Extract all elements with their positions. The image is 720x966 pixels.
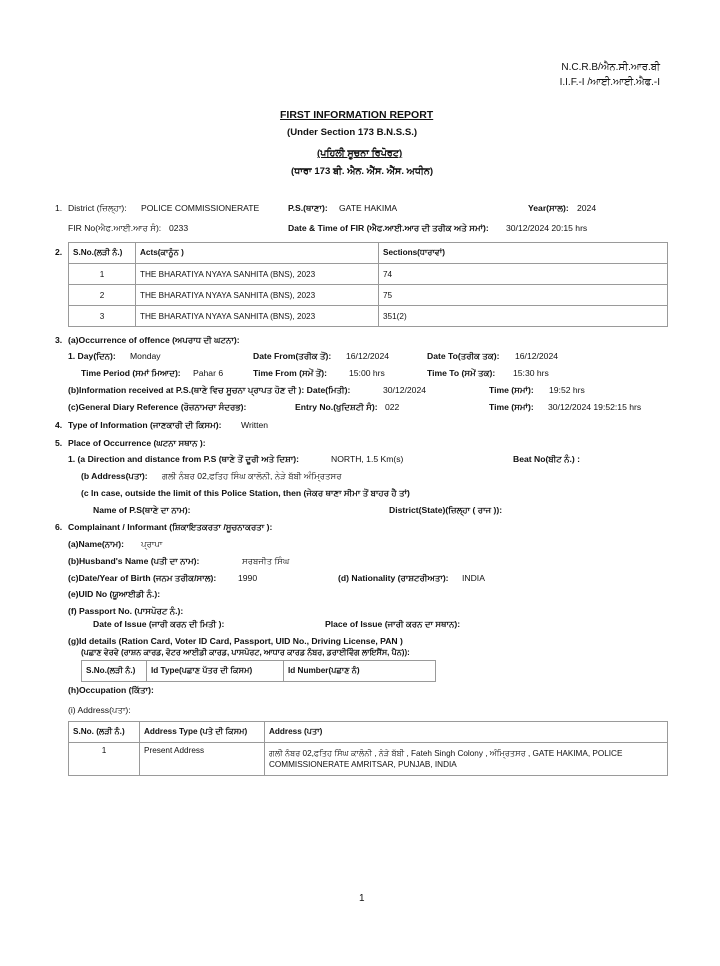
passport-label: (f) Passport No. (ਪਾਸਪੋਰਟ ਨੰ.): [68,606,184,616]
gd-reference-label: (c)General Diary Reference (ਰੋਜ਼ਨਾਮਚਾ ਸੰਦਰਭ): [68,402,247,412]
info-received-date: 30/12/2024 [383,385,427,395]
id-header-type: Id Type(ਪਛਾਣ ਪੱਤਰ ਦੀ ਕਿਸਮ) [147,661,284,682]
id-header-sno: S.No.(ਲੜੀ ਨੰ.) [82,661,147,682]
district-value: POLICE COMMISSIONERATE [141,203,260,213]
acts-header-sno: S.No.(ਲੜੀ ਨੰ.) [69,243,136,264]
complainant-name-label: (a)Name(ਨਾਮ): [68,539,124,549]
item-3-number: 3. [55,335,63,345]
name-of-ps-label: Name of P.S(ਥਾਣੇ ਦਾ ਨਾਮ): [93,505,191,515]
direction-value: NORTH, 1.5 Km(s) [331,454,404,464]
report-section: (Under Section 173 B.N.S.S.) [287,127,418,138]
acts-header-sections: Sections(ਧਾਰਾਵਾਂ) [379,243,668,264]
acts-cell-section: 74 [379,264,668,285]
place-address-label: (b Address(ਪਤਾ): [81,471,148,481]
acts-cell-act: THE BHARATIYA NYAYA SANHITA (BNS), 2023 [136,264,379,285]
table-row [69,306,668,327]
fir-no-value: 0233 [169,223,189,233]
issue-place-label: Place of Issue (ਜਾਰੀ ਕਰਨ ਦਾ ਸਥਾਨ): [325,619,461,629]
uid-label: (e)UID No (ਯੂਆਈਡੀ ਨੰ.): [68,589,161,599]
day-value: Monday [130,351,161,361]
complainant-label: Complainant / Informant (ਸ਼ਿਕਾਇਤਕਰਤਾ /ਸੂਚਨਾਕਰਤਾ ): [68,522,273,532]
acts-table-header [69,243,668,264]
info-type-label: Type of Information (ਜਾਣਕਾਰੀ ਦੀ ਕਿਸਮ): [68,420,222,430]
report-title: FIRST INFORMATION REPORT [280,109,434,121]
info-time-label: Time (ਸਮਾਂ): [489,385,534,395]
report-title-punjabi: (ਪਹਿਲੀ ਸੂਚਨਾ ਰਿਪੋਰਟ) [317,148,403,159]
item-4-number: 4. [55,420,63,430]
table-row [69,264,668,285]
item-1-number: 1. [55,203,63,213]
id-details-label: (g)Id details (Ration Card, Voter ID Card, Passport, UID No., Driving License, PAN ) [68,636,403,646]
fir-datetime-value: 30/12/2024 20:15 hrs [506,223,588,233]
acts-header-acts: Acts(ਕਾਨੂੰਨ ) [136,243,379,264]
acts-cell-section: 75 [379,285,668,306]
occurrence-title: (a)Occurrence of offence (ਅਪਰਾਧ ਦੀ ਘਟਨਾ): [68,335,240,345]
gd-time-label: Time (ਸਮਾਂ): [489,402,534,412]
acts-cell-sno: 3 [69,306,136,327]
page-number: 1 [359,893,365,904]
id-details-label-punjabi: (ਪਛਾਣ ਵੇਰਵੇ (ਰਾਸ਼ਨ ਕਾਰਡ, ਵੋਟਰ ਆਈਡੀ ਕਾਰਡ, ਪਾਸਪੋਰਟ, ਆਧਾਰ ਕਾਰਡ ਨੰਬਰ, ਡਰਾਈਵਿੰਗ ਲਾਇਸੈਂਸ, ਪੈਨ)): [81,648,410,657]
time-period-value: Pahar 6 [193,368,224,378]
time-to-value: 15:30 hrs [513,368,549,378]
year-label: Year(ਸਾਲ): [528,203,569,213]
entry-no-value: 022 [385,402,400,412]
id-details-table [81,660,436,682]
report-section-punjabi: (ਧਾਰਾ 173 ਬੀ. ਐਨ. ਐੱਸ. ਐੱਸ. ਅਧੀਨ) [291,166,434,177]
iif-label: I.I.F.-I /ਆਈ.ਆਈ.ਐਫ.-I [559,77,660,88]
district-state-label: District(State)(ਜ਼ਿਲ੍ਹਾ ( ਰਾਜ )): [389,505,503,515]
date-to-value: 16/12/2024 [515,351,559,361]
place-label: Place of Occurrence (ਘਟਨਾ ਸਥਾਨ ): [68,438,206,448]
acts-table [68,242,668,327]
info-type-value: Written [241,420,269,430]
ncrb-label: N.C.R.B/ਐਨ.ਸੀ.ਆਰ.ਬੀ [561,62,660,73]
address-header-address: Address (ਪਤਾ) [265,722,668,743]
issue-date-label: Date of Issue (ਜਾਰੀ ਕਰਨ ਦੀ ਮਿਤੀ ): [93,619,225,629]
date-from-value: 16/12/2024 [346,351,390,361]
nationality-value: INDIA [462,573,485,583]
ps-value: GATE HAKIMA [339,203,398,213]
item-5-number: 5. [55,438,63,448]
ps-label: P.S.(ਥਾਣਾ): [288,203,328,213]
table-row [69,743,668,776]
acts-cell-act: THE BHARATIYA NYAYA SANHITA (BNS), 2023 [136,285,379,306]
info-time-value: 19:52 hrs [549,385,585,395]
address-cell-sno: 1 [69,743,140,776]
time-period-label: Time Period (ਸਮਾਂ ਮਿਆਦ): [81,368,181,378]
address-header-type: Address Type (ਪਤੇ ਦੀ ਕਿਸਮ) [140,722,265,743]
address-header-sno: S.No. (ਲੜੀ ਨੰ.) [69,722,140,743]
address-line-1: ਗਲੀ ਨੰਬਰ 02,ਫਤਿਹ ਸਿੰਘ ਕਾਲੋਨੀ , ਨੇੜੇ ਬੱਬੀ , Fateh Singh Colony , ਅੰਮ੍ਰਿਤਸਰ , GATE HAKIMA, POLICE [269,749,623,758]
info-received-label: (b)Information received at P.S.(ਥਾਣੇ ਵਿਚ ਸੂਚਨਾ ਪ੍ਰਾਪਤ ਹੋਣ ਦੀ ): Date(ਮਿਤੀ): [68,385,351,395]
fir-datetime-label: Date & Time of FIR (ਐਫ.ਆਈ.ਆਰ ਦੀ ਤਰੀਕ ਅਤੇ ਸਮਾਂ): [288,223,489,233]
address-section-label: (i) Address(ਪਤਾ): [68,705,131,715]
table-row [69,285,668,306]
item-6-number: 6. [55,522,63,532]
time-from-label: Time From (ਸਮੇਂ ਤੋਂ): [253,368,328,378]
outside-limit-label: (c In case, outside the limit of this Police Station, then (ਜੇਕਰ ਥਾਣਾ ਸੀਮਾ ਤੋਂ ਬਾਹਰ ਹੈ ਤਾਂ) [81,488,410,498]
id-header-number: Id Number(ਪਛਾਣ ਨੰ) [284,661,436,682]
time-to-label: Time To (ਸਮੇਂ ਤਕ): [427,368,496,378]
husband-name-label: (b)Husband's Name (ਪਤੀ ਦਾ ਨਾਮ): [68,556,200,566]
gd-time-value: 30/12/2024 19:52:15 hrs [548,402,642,412]
year-value: 2024 [577,203,597,213]
address-cell-value [265,743,668,776]
address-table-header [69,722,668,743]
date-to-label: Date To(ਤਰੀਕ ਤਕ): [427,351,500,361]
acts-cell-sno: 2 [69,285,136,306]
place-address-value: ਗਲੀ ਨੰਬਰ 02,ਫਤਿਹ ਸਿੰਘ ਕਾਲੋਨੀ, ਨੇੜੇ ਬੱਬੀ ਅੰਮ੍ਰਿਤਸਰ [162,471,342,481]
husband-name-value: ਸਰਬਜੀਤ ਸਿੰਘ [242,556,290,566]
entry-no-label: Entry No.(ਖੁਦਿਸ਼ਟੀ ਸੰ): [295,402,378,412]
dob-value: 1990 [238,573,258,583]
occupation-label: (h)Occupation (ਕਿੱਤਾ): [68,685,154,695]
id-table-header [82,661,436,682]
complainant-name-value: ਪ੍ਰਾਪਾ [141,539,163,549]
fir-no-label: FIR No(ਐਫ.ਆਈ.ਆਰ ਸੰ): [68,223,162,233]
date-from-label: Date From(ਤਰੀਕ ਤੋਂ): [253,351,332,361]
address-line-2: COMMISSIONERATE AMRITSAR, PUNJAB, INDIA [269,760,457,769]
dob-label: (c)Date/Year of Birth (ਜਨਮ ਤਰੀਕ/ਸਾਲ): [68,573,217,583]
direction-label: 1. (a Direction and distance from P.S (ਥਾਣੇ ਤੋਂ ਦੂਰੀ ਅਤੇ ਦਿਸ਼ਾ): [68,454,300,464]
acts-cell-act: THE BHARATIYA NYAYA SANHITA (BNS), 2023 [136,306,379,327]
acts-cell-section: 351(2) [379,306,668,327]
beat-no-label: Beat No(ਬੀਟ ਨੰ.) : [513,454,581,464]
day-label: 1. Day(ਦਿਨ): [68,351,116,361]
district-label: District (ਜ਼ਿਲ੍ਹਾ): [68,203,127,213]
time-from-value: 15:00 hrs [349,368,385,378]
nationality-label: (d) Nationality (ਰਾਸ਼ਟਰੀਅਤਾ): [338,573,449,583]
address-table [68,721,668,776]
acts-cell-sno: 1 [69,264,136,285]
item-2-number: 2. [55,247,63,257]
address-cell-type: Present Address [140,743,265,776]
